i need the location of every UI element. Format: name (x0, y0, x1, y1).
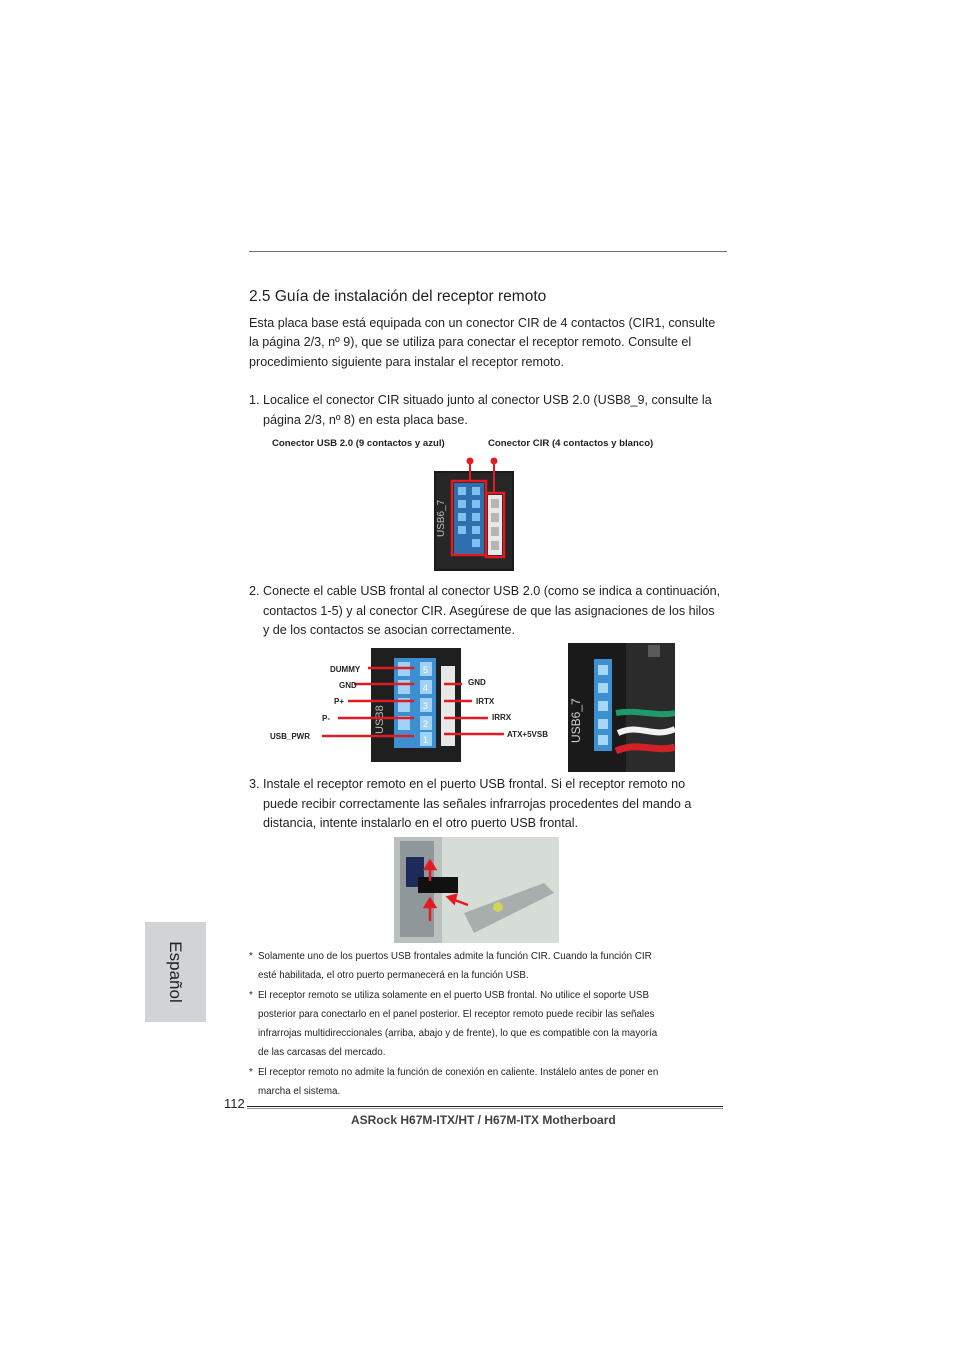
pin-number: 2 (423, 719, 429, 729)
note-line: de las carcasas del mercado. (258, 1047, 386, 1059)
step-line: 3. Instale el receptor remoto en el puerto USB frontal. Si el receptor remoto no (249, 777, 686, 791)
footer-rule-secondary (247, 1108, 723, 1109)
step-line: distancia, intente instalarlo en el otro puerto USB frontal. (263, 816, 579, 831)
connector-photo-1 (434, 455, 514, 571)
step-line: contactos 1-5) y al conector CIR. Asegúrese de que las asignaciones de los hilos (263, 603, 715, 618)
language-tab (145, 922, 206, 1022)
footer-product-name: ASRock H67M-ITX/HT / H67M-ITX Motherboard (351, 1113, 616, 1127)
board-silkscreen-label: USB6_7 (569, 698, 583, 743)
section-title: 2.5 Guía de instalación del receptor remoto (249, 288, 547, 305)
pin-label-left: GND (339, 681, 357, 690)
intro-line: la página 2/3, nº 9), que se utiliza para conectar el receptor remoto. Consulte el (249, 335, 692, 350)
pin-label-right: ATX+5VSB (507, 730, 548, 739)
intro-paragraph (249, 314, 729, 372)
pin-number: 5 (423, 665, 429, 675)
step-line: puede recibir correctamente las señales infrarrojas procedentes del mando a (263, 796, 692, 811)
connector-photo-2 (568, 643, 675, 772)
pin-label-right: IRTX (476, 697, 495, 706)
step-3 (249, 775, 733, 834)
intro-line: Esta placa base está equipada con un conector CIR de 4 contactos (CIR1, consulte (249, 316, 716, 330)
language-tab-label: Español (166, 941, 185, 1003)
note-item (249, 986, 727, 1063)
step-line: 1. Localice el conector CIR situado junto al conector USB 2.0 (USB8_9, consulte la (249, 393, 712, 407)
pin-assignment-diagram (266, 646, 566, 764)
pin-label-right: IRRX (492, 713, 512, 722)
note-line: El receptor remoto se utiliza solamente en el puerto USB frontal. No utilice el soporte USB (258, 989, 649, 1001)
step-line: y de los contactos se asocian correctamente. (263, 623, 516, 638)
note-bullet: * (249, 1066, 253, 1078)
note-line: El receptor remoto no admite la función de conexión en caliente. Instálelo antes de poner en (258, 1066, 659, 1078)
note-bullet: * (249, 989, 253, 1001)
note-item (249, 1063, 727, 1102)
pin-label-left: USB_PWR (270, 732, 311, 741)
pin-label-left: P+ (334, 697, 345, 706)
step-2 (249, 582, 733, 641)
step-line: página 2/3, nº 8) en esta placa base. (263, 412, 468, 427)
pin-label-right: GND (468, 678, 486, 687)
note-line: posterior para conectarlo en el panel posterior. El receptor remoto puede recibir las señales (258, 1008, 655, 1020)
step-1 (249, 391, 733, 430)
footer-rule (247, 1106, 723, 1107)
pin-number: 3 (423, 701, 429, 711)
pin-label-left: P- (322, 714, 330, 723)
caption-usb-connector: Conector USB 2.0 (9 contactos y azul) (272, 438, 445, 449)
note-line: esté habilitada, el otro puerto permanecerá en la función USB. (258, 970, 529, 982)
note-line: marcha el sistema. (258, 1086, 341, 1098)
pin-number: 1 (423, 735, 429, 745)
note-line: Solamente uno de los puertos USB frontales admite la función CIR. Cuando la función CIR (258, 951, 652, 962)
pin-number: 4 (423, 683, 429, 693)
header-rule (249, 251, 727, 252)
intro-line: procedimiento siguiente para instalar el receptor remoto. (249, 354, 565, 369)
note-line: infrarrojas multidireccionales (arriba, abajo y de frente), lo que es compatible con la mayoría (258, 1028, 658, 1040)
pin-label-left: DUMMY (330, 665, 361, 674)
receiver-install-photo (394, 837, 559, 943)
board-silkscreen-label: USB6_7 (436, 499, 447, 537)
board-silkscreen-label: USB8 (374, 705, 386, 734)
note-item (249, 947, 727, 986)
caption-cir-connector: Conector CIR (4 contactos y blanco) (488, 438, 654, 449)
note-bullet: * (249, 951, 253, 962)
step-line: 2. Conecte el cable USB frontal al conector USB 2.0 (como se indica a continuación, (249, 584, 721, 598)
page-number: 112 (224, 1096, 245, 1111)
notes-list (249, 947, 727, 1101)
